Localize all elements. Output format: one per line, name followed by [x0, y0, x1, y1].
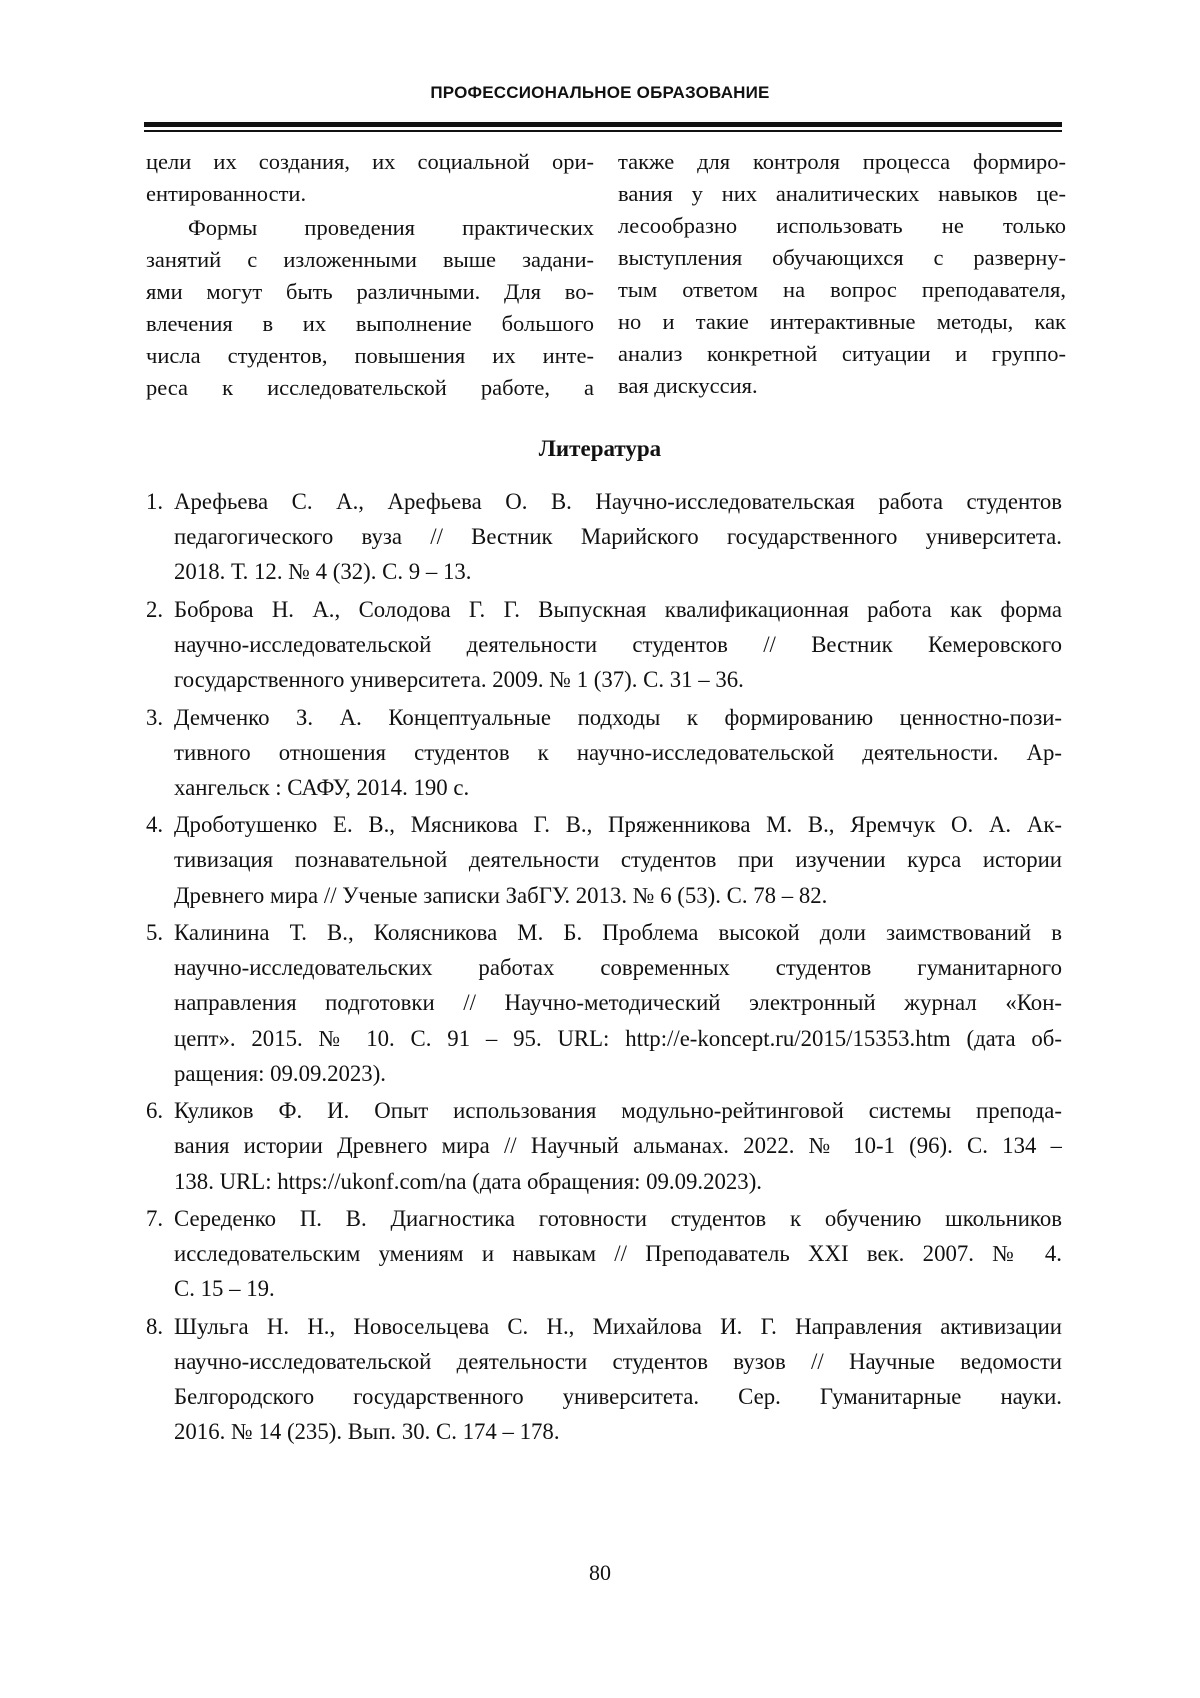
reference-line: 138. URL: https://ukonf.com/na (дата обращения: 09.09.2023). — [174, 1164, 1062, 1199]
reference-line: хангельск : САФУ, 2014. 190 с. — [174, 770, 1062, 805]
reference-line: научно-исследовательской деятельности студентов // Вестник Кемеровского — [174, 627, 1062, 662]
reference-item — [146, 807, 1062, 913]
reference-number: 1. — [146, 484, 163, 519]
text-line: Формы проведения практических — [146, 212, 594, 244]
reference-line: вания истории Древнего мира // Научный альманах. 2022. № 10-1 (96). С. 134 – — [174, 1128, 1062, 1163]
text-line: но и такие интерактивные методы, как — [618, 306, 1066, 338]
reference-line: ращения: 09.09.2023). — [174, 1056, 1062, 1091]
reference-line: Древнего мира // Ученые записки ЗабГУ. 2013. № 6 (53). С. 78 – 82. — [174, 878, 1062, 913]
reference-line: государственного университета. 2009. № 1 (37). С. 31 – 36. — [174, 662, 1062, 697]
page-number: 80 — [0, 1560, 1200, 1586]
reference-item — [146, 592, 1062, 698]
reference-list — [146, 484, 1062, 1452]
reference-number: 3. — [146, 700, 163, 735]
text-line: вания у них аналитических навыков це- — [618, 178, 1066, 210]
text-line: влечения в их выполнение большого — [146, 308, 594, 340]
reference-item — [146, 484, 1062, 590]
reference-item — [146, 1201, 1062, 1307]
header-rule-thin — [144, 130, 1062, 132]
text-line: тым ответом на вопрос преподавателя, — [618, 274, 1066, 306]
reference-line: С. 15 – 19. — [174, 1271, 1062, 1306]
reference-line: Арефьева С. А., Арефьева О. В. Научно-исследовательская работа студентов — [174, 484, 1062, 519]
text-line: числа студентов, повышения их инте- — [146, 340, 594, 372]
reference-line: Шульга Н. Н., Новосельцева С. Н., Михайлова И. Г. Направления активизации — [174, 1309, 1062, 1344]
left-column — [146, 146, 594, 404]
reference-item — [146, 1093, 1062, 1199]
page-header-title: ПРОФЕССИОНАЛЬНОЕ ОБРАЗОВАНИЕ — [0, 83, 1200, 111]
text-line: вая дискуссия. — [618, 370, 1066, 402]
reference-number: 6. — [146, 1093, 163, 1128]
reference-line: тивного отношения студентов к научно-исследовательской деятельности. Ар- — [174, 735, 1062, 770]
reference-number: 8. — [146, 1309, 163, 1344]
reference-item — [146, 700, 1062, 806]
reference-number: 2. — [146, 592, 163, 627]
reference-line: педагогического вуза // Вестник Марийского государственного университета. — [174, 519, 1062, 554]
reference-line: 2018. Т. 12. № 4 (32). С. 9 – 13. — [174, 554, 1062, 589]
reference-line: тивизация познавательной деятельности студентов при изучении курса истории — [174, 842, 1062, 877]
header-rule-thick — [144, 122, 1062, 127]
reference-line: Демченко З. А. Концептуальные подходы к формированию ценностно-пози- — [174, 700, 1062, 735]
text-line: занятий с изложенными выше задани- — [146, 244, 594, 276]
reference-line: 2016. № 14 (235). Вып. 30. С. 174 – 178. — [174, 1414, 1062, 1449]
reference-line: Белгородского государственного университета. Сер. Гуманитарные науки. — [174, 1379, 1062, 1414]
text-line: цели их создания, их социальной ори- — [146, 146, 594, 178]
text-line: анализ конкретной ситуации и группо- — [618, 338, 1066, 370]
reference-line: Середенко П. В. Диагностика готовности студентов к обучению школьников — [174, 1201, 1062, 1236]
reference-number: 5. — [146, 915, 163, 950]
reference-line: цепт». 2015. № 10. С. 91 – 95. URL: http://e-koncept.ru/2015/15353.htm (дата об- — [174, 1021, 1062, 1056]
text-line: лесообразно использовать не только — [618, 210, 1066, 242]
reference-number: 4. — [146, 807, 163, 842]
reference-number: 7. — [146, 1201, 163, 1236]
text-line: ями могут быть различными. Для во- — [146, 276, 594, 308]
reference-item — [146, 915, 1062, 1091]
reference-line: Куликов Ф. И. Опыт использования модульно-рейтинговой системы препода- — [174, 1093, 1062, 1128]
reference-line: Калинина Т. В., Колясникова М. Б. Проблема высокой доли заимствований в — [174, 915, 1062, 950]
reference-line: научно-исследовательских работах современных студентов гуманитарного — [174, 950, 1062, 985]
text-line: ентированности. — [146, 178, 594, 210]
reference-line: Дроботушенко Е. В., Мясникова Г. В., Пряженникова М. В., Яремчук О. А. Ак- — [174, 807, 1062, 842]
text-line: реса к исследовательской работе, а — [146, 372, 594, 404]
literature-heading: Литература — [0, 436, 1200, 468]
reference-item — [146, 1309, 1062, 1450]
text-line: выступления обучающихся с разверну- — [618, 242, 1066, 274]
reference-line: Боброва Н. А., Солодова Г. Г. Выпускная квалификационная работа как форма — [174, 592, 1062, 627]
reference-line: научно-исследовательской деятельности студентов вузов // Научные ведомости — [174, 1344, 1062, 1379]
right-column — [618, 146, 1066, 402]
reference-line: исследовательским умениям и навыкам // Преподаватель XXI век. 2007. № 4. — [174, 1236, 1062, 1271]
reference-line: направления подготовки // Научно-методический электронный журнал «Кон- — [174, 985, 1062, 1020]
text-line: также для контроля процесса формиро- — [618, 146, 1066, 178]
